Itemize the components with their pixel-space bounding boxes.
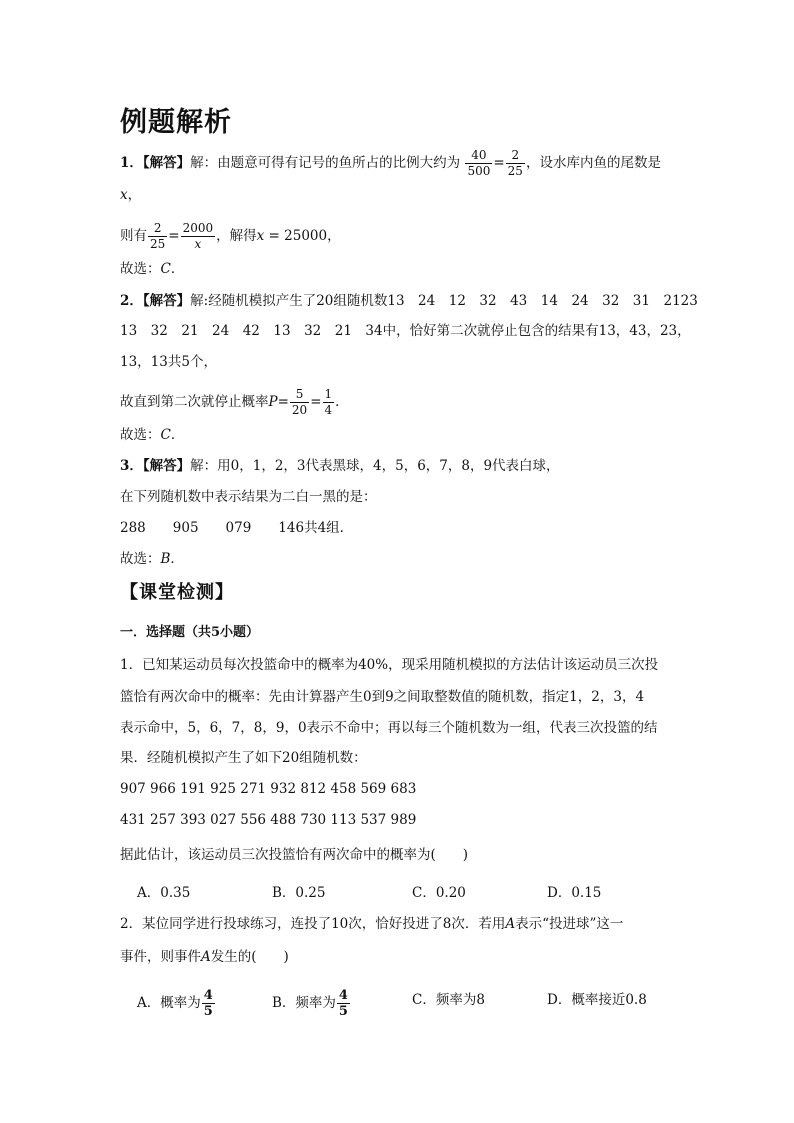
q1-option-a: A．0.35 <box>137 885 191 901</box>
ex1-text-2: ，设水库内鱼的尾数是 <box>525 155 661 171</box>
ex1-fraction-2000-x: $\frac{2000}{x}$ <box>182 221 214 251</box>
part-title: 一．选择题（共5小题） <box>120 625 260 640</box>
ex1-line1: 1．【解答】解：由题意可得有记号的鱼所占的比例大约为 $\frac{40}{500}$ = $\frac{2}{25}$ ，设水库内鱼的尾数是 <box>120 148 661 178</box>
ex3-line2: 在下列随机数中表示结果为二白一黑的是： <box>120 489 377 505</box>
ex1-answer: 故选：C． <box>120 261 185 277</box>
q1-option-d: D．0.15 <box>547 885 602 901</box>
ex3-tag: 【解答】 <box>142 458 191 474</box>
ex1-tag: 【解答】 <box>142 155 191 171</box>
q1-line4: 果．经随机模拟产生了如下20组随机数： <box>120 750 367 766</box>
q1-line2: 篮恰有两次命中的概率：先由计算器产生0到9之间取整数值的随机数，指定1，2，3，4 <box>120 689 645 705</box>
ex2-line4: 故直到第二次就停止概率P= $\frac{5}{20}$ = $\frac{1}{4}$ ． <box>120 387 349 417</box>
ex1-fraction-2-25: $\frac{2}{25}$ <box>507 148 523 178</box>
ex1-fraction-40-500: $\frac{40}{500}$ <box>467 148 491 178</box>
ex1-fraction-2-25b: $\frac{2}{25}$ <box>150 221 166 251</box>
ex2-fraction-5-20: $\frac{5}{20}$ <box>291 387 308 417</box>
ex2-answer: 故选：C． <box>120 427 185 443</box>
ex2-tag: 【解答】 <box>142 293 191 309</box>
q2-option-a-fraction: $\frac{4}{5}$ <box>203 988 213 1019</box>
ex2-fraction-1-4: $\frac{1}{4}$ <box>324 387 333 417</box>
q2-line1: 2．某位同学进行投球练习，连投了10次，恰好投进了8次．若用A表示“投进球”这一 <box>120 916 624 932</box>
ex3-answer: 故选：B． <box>120 551 184 567</box>
ex1-line3: 则有 $\frac{2}{25}$ = $\frac{2000}{x}$ ，解得x = 25000， <box>120 221 341 251</box>
q1-option-b: B．0.25 <box>272 885 326 901</box>
q2-option-b-fraction: $\frac{4}{5}$ <box>338 988 348 1019</box>
q1-line3: 表示命中，5，6，7，8，9，0表示不命中；再以每三个随机数为一组，代表三次投篮的结 <box>120 720 658 736</box>
q1-line7: 据此估计，该运动员三次投篮恰有两次命中的概率为( ) <box>120 847 469 863</box>
q2-line2: 事件，则事件A发生的( ) <box>120 949 289 965</box>
q1-line6: 431 257 393 027 556 488 730 113 537 989 <box>120 812 417 828</box>
ex2-line3: 13，13共5个， <box>120 354 217 370</box>
ex1-text-1: 解：由题意可得有记号的鱼所占的比例大约为 <box>190 155 461 171</box>
q2-option-a: A．概率为 $\frac{4}{5}$ <box>137 988 213 1019</box>
ex2-line2: 13 32 21 24 42 13 32 21 34中，恰好第二次就停止包含的结果有13，43，23， <box>120 323 691 339</box>
section-title: 例题解析 <box>120 107 232 138</box>
ex3-line3: 288 905 079 146共4组． <box>120 520 354 536</box>
q1-line5: 907 966 191 925 271 932 812 458 569 683 <box>120 781 417 797</box>
q1-line1: 1．已知某运动员每次投篮命中的概率为40%，现采用随机模拟的方法估计该运动员三次投 <box>120 657 659 673</box>
q2-option-d: D．概率接近0.8 <box>547 992 647 1008</box>
ex2-line1: 2．【解答】解:经随机模拟产生了20组随机数13 24 12 32 43 14 24 32 31 2123 <box>120 293 698 309</box>
check-title: 【课堂检测】 <box>120 582 234 603</box>
ex3-line1: 3．【解答】解：用0，1，2，3代表黑球，4，5，6，7，8，9代表白球， <box>120 458 560 474</box>
ex1-number: 1． <box>120 155 143 171</box>
q1-option-c: C．0.20 <box>412 885 466 901</box>
q2-option-c: C．频率为8 <box>412 992 485 1008</box>
ex1-line2: x， <box>120 187 142 203</box>
q2-option-b: B．频率为 $\frac{4}{5}$ <box>272 988 348 1019</box>
